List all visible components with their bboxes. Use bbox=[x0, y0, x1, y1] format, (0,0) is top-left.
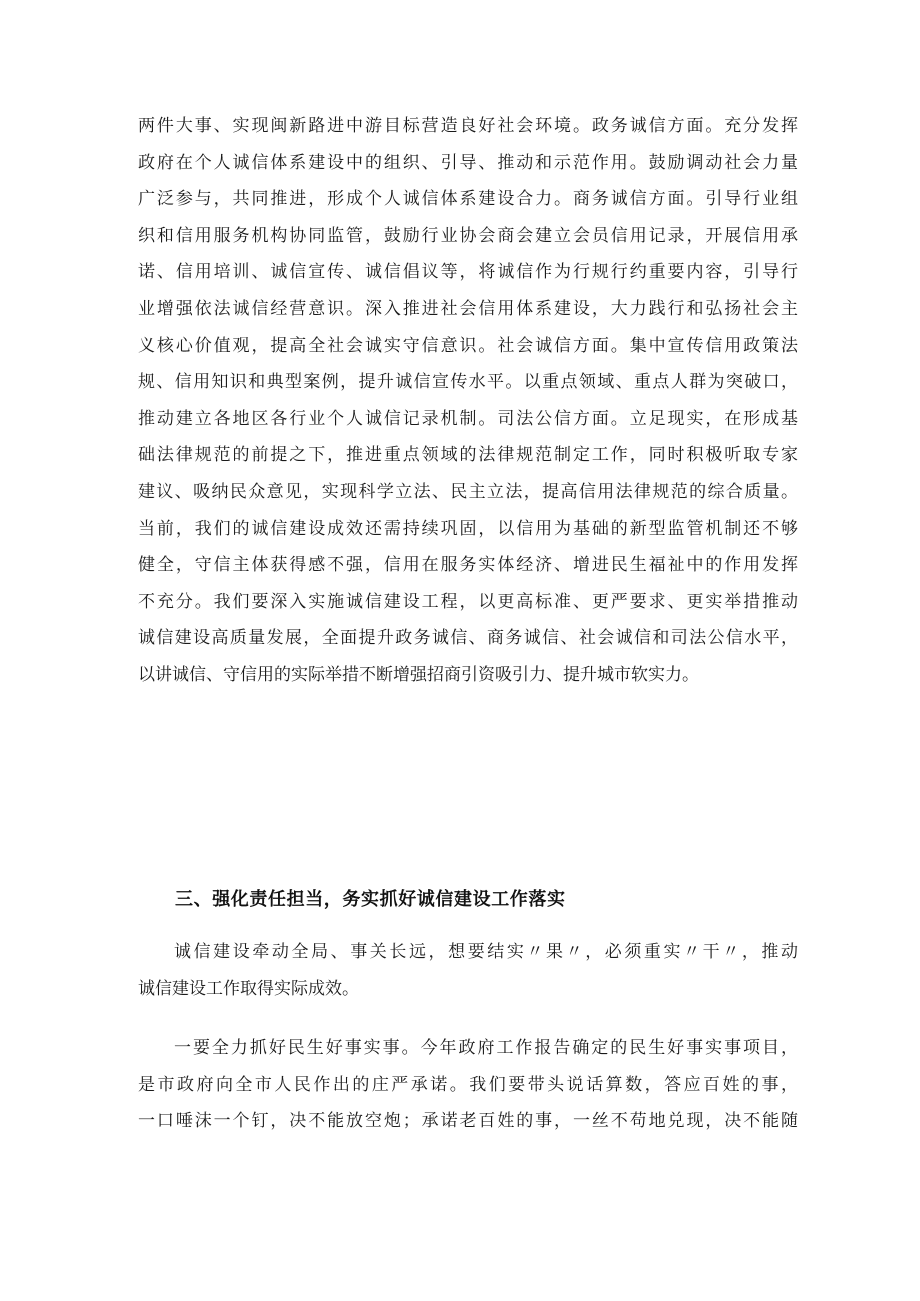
text-line: 健全，守信主体获得感不强，信用在服务实体经济、增进民生福祉中的作用发挥 bbox=[138, 555, 798, 576]
text-line: 诺、信用培训、诚信宣传、诚信倡议等，将诚信作为行规行约重要内容，引导行 bbox=[138, 262, 798, 283]
text-line: 政府在个人诚信体系建设中的组织、引导、推动和示范作用。鼓励调动社会力量 bbox=[138, 152, 798, 173]
text-line: 规、信用知识和典型案例，提升诚信宣传水平。以重点领域、重点人群为突破口， bbox=[138, 372, 798, 393]
text-line: 诚信建设工作取得实际成效。 bbox=[138, 978, 359, 999]
text-line: 一要全力抓好民生好事实事。今年政府工作报告确定的民生好事实事项目， bbox=[174, 1038, 798, 1058]
text-line: 是市政府向全市人民作出的庄严承诺。我们要带头说话算数，答应百姓的事， bbox=[138, 1074, 798, 1095]
text-line: 不充分。我们要深入实施诚信建设工程，以更高标准、更严要求、更实举措推动 bbox=[138, 591, 798, 612]
text-line: 当前，我们的诚信建设成效还需持续巩固，以信用为基础的新型监管机制还不够 bbox=[138, 518, 798, 539]
text-line: 诚信建设高质量发展，全面提升政务诚信、商务诚信、社会诚信和司法公信水平， bbox=[138, 628, 798, 649]
text-line: 以讲诚信、守信用的实际举措不断增强招商引资吸引力、提升城市软实力。 bbox=[138, 664, 699, 685]
text-line: 一口唾沫一个钉，决不能放空炮；承诺老百姓的事，一丝不苟地兑现，决不能随 bbox=[138, 1111, 798, 1132]
text-line: 础法律规范的前提之下，推进重点领域的法律规范制定工作，同时积极听取专家 bbox=[138, 445, 798, 466]
text-line: 织和信用服务机构协同监管，鼓励行业协会商会建立会员信用记录，开展信用承 bbox=[138, 225, 798, 246]
text-line: 建议、吸纳民众意见，实现科学立法、民主立法，提高信用法律规范的综合质量。 bbox=[138, 481, 798, 502]
section-heading: 三、强化责任担当，务实抓好诚信建设工作落实 bbox=[175, 889, 566, 910]
text-line: 两件大事、实现闽新路进中游目标营造良好社会环境。政务诚信方面。充分发挥 bbox=[138, 116, 798, 136]
text-line: 业增强依法诚信经营意识。深入推进社会信用体系建设，大力践行和弘扬社会主 bbox=[138, 298, 798, 319]
text-line: 广泛参与，共同推进，形成个人诚信体系建设合力。商务诚信方面。引导行业组 bbox=[138, 189, 798, 210]
paragraph-integrity-aspects bbox=[138, 108, 798, 694]
paragraph-intro bbox=[138, 934, 798, 1007]
text-line: 义核心价值观，提高全社会诚实守信意识。社会诚信方面。集中宣传信用政策法 bbox=[138, 335, 798, 356]
text-line: 推动建立各地区各行业个人诚信记录机制。司法公信方面。立足现实，在形成基 bbox=[138, 408, 798, 429]
paragraph-livelihood bbox=[138, 1030, 798, 1140]
text-line: 诚信建设牵动全局、事关长远，想要结实〃果〃，必须重实〃干〃，推动 bbox=[174, 942, 798, 962]
